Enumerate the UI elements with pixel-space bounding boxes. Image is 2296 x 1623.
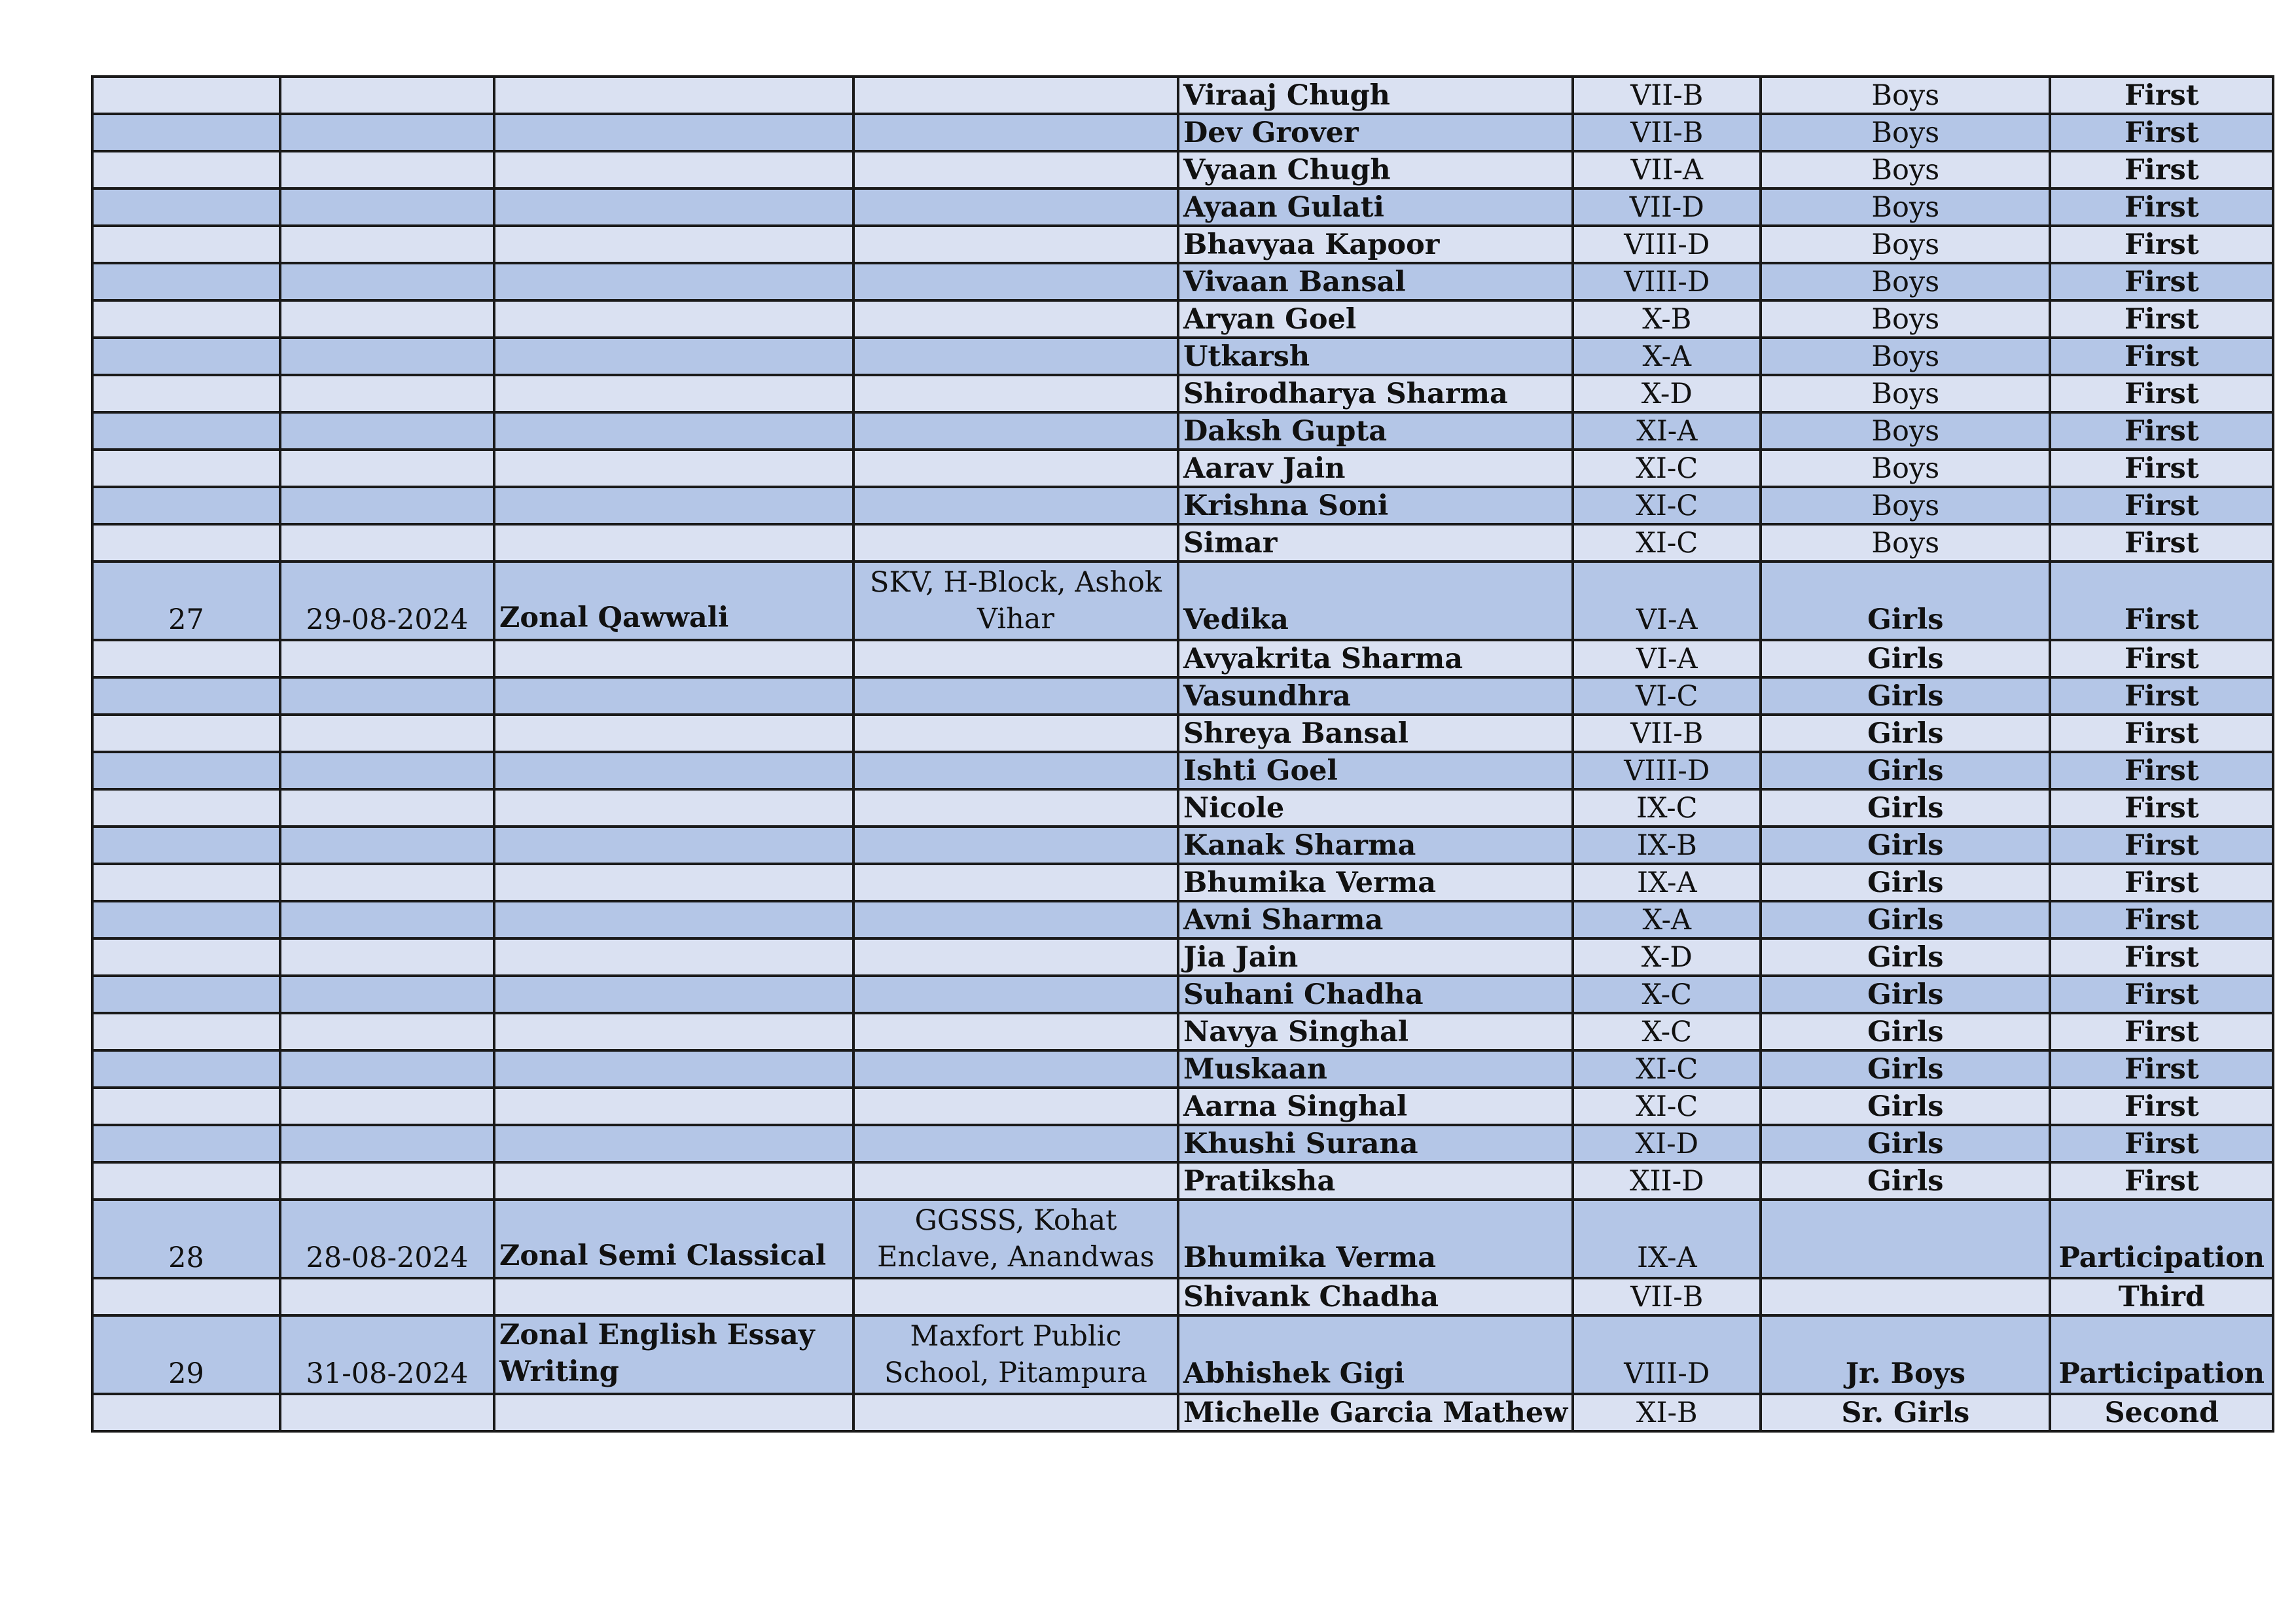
category-cell: Sr. Girls: [1761, 1394, 2050, 1431]
event-cell: [494, 715, 853, 752]
serial-number-cell: [92, 976, 280, 1013]
result-cell: First: [2050, 864, 2273, 901]
table-row: [92, 77, 2273, 114]
venue-cell: [853, 412, 1178, 450]
serial-number-cell: 29: [92, 1315, 280, 1394]
result-cell: First: [2050, 827, 2273, 864]
category-cell: Boys: [1761, 77, 2050, 114]
class-cell: IX-A: [1573, 864, 1761, 901]
result-cell: Third: [2050, 1278, 2273, 1315]
venue-cell: [853, 114, 1178, 151]
table-row: [92, 827, 2273, 864]
category-cell: Boys: [1761, 151, 2050, 188]
result-cell: First: [2050, 188, 2273, 226]
table-row: [92, 151, 2273, 188]
student-name-cell: Shivank Chadha: [1178, 1278, 1573, 1315]
venue-cell: [853, 1125, 1178, 1162]
event-cell: [494, 188, 853, 226]
event-cell: [494, 1050, 853, 1088]
table-row: [92, 1278, 2273, 1315]
class-cell: X-D: [1573, 938, 1761, 976]
class-cell: XI-C: [1573, 487, 1761, 524]
date-cell: 29-08-2024: [280, 562, 494, 640]
class-cell: VIII-D: [1573, 226, 1761, 263]
date-cell: [280, 300, 494, 338]
student-name-cell: Kanak Sharma: [1178, 827, 1573, 864]
venue-cell: [853, 263, 1178, 300]
serial-number-cell: [92, 1050, 280, 1088]
venue-cell: [853, 300, 1178, 338]
table-row: [92, 1088, 2273, 1125]
serial-number-cell: [92, 1162, 280, 1200]
venue-cell: [853, 1088, 1178, 1125]
result-cell: First: [2050, 375, 2273, 412]
class-cell: VI-A: [1573, 562, 1761, 640]
venue-cell: [853, 1162, 1178, 1200]
venue-cell: GGSSS, Kohat Enclave, Anandwas: [853, 1200, 1178, 1278]
category-cell: Jr. Boys: [1761, 1315, 2050, 1394]
venue-cell: [853, 789, 1178, 827]
date-cell: [280, 487, 494, 524]
category-cell: Boys: [1761, 338, 2050, 375]
table-row: [92, 375, 2273, 412]
event-cell: [494, 1125, 853, 1162]
table-row: [92, 300, 2273, 338]
result-cell: First: [2050, 976, 2273, 1013]
event-cell: [494, 114, 853, 151]
student-name-cell: Viraaj Chugh: [1178, 77, 1573, 114]
table-row: [92, 263, 2273, 300]
class-cell: XI-C: [1573, 1088, 1761, 1125]
category-cell: Girls: [1761, 1088, 2050, 1125]
serial-number-cell: [92, 263, 280, 300]
venue-cell: [853, 827, 1178, 864]
date-cell: [280, 188, 494, 226]
event-cell: [494, 752, 853, 789]
serial-number-cell: [92, 1088, 280, 1125]
student-name-cell: Pratiksha: [1178, 1162, 1573, 1200]
result-cell: First: [2050, 715, 2273, 752]
date-cell: [280, 789, 494, 827]
serial-number-cell: [92, 938, 280, 976]
result-cell: First: [2050, 151, 2273, 188]
class-cell: VII-D: [1573, 188, 1761, 226]
date-cell: [280, 1162, 494, 1200]
venue-cell: [853, 1394, 1178, 1431]
student-name-cell: Navya Singhal: [1178, 1013, 1573, 1050]
student-name-cell: Dev Grover: [1178, 114, 1573, 151]
date-cell: [280, 263, 494, 300]
table-row: [92, 677, 2273, 715]
category-cell: Boys: [1761, 375, 2050, 412]
student-name-cell: Aarav Jain: [1178, 450, 1573, 487]
venue-cell: Maxfort Public School, Pitampura: [853, 1315, 1178, 1394]
venue-cell: [853, 487, 1178, 524]
serial-number-cell: [92, 1394, 280, 1431]
date-cell: [280, 1394, 494, 1431]
class-cell: XI-C: [1573, 450, 1761, 487]
student-name-cell: Michelle Garcia Mathew: [1178, 1394, 1573, 1431]
student-name-cell: Nicole: [1178, 789, 1573, 827]
student-name-cell: Aryan Goel: [1178, 300, 1573, 338]
date-cell: [280, 1050, 494, 1088]
event-cell: [494, 412, 853, 450]
category-cell: Girls: [1761, 1013, 2050, 1050]
student-name-cell: Ishti Goel: [1178, 752, 1573, 789]
class-cell: VII-B: [1573, 1278, 1761, 1315]
student-name-cell: Shirodharya Sharma: [1178, 375, 1573, 412]
category-cell: Girls: [1761, 1162, 2050, 1200]
venue-cell: [853, 188, 1178, 226]
student-name-cell: Ayaan Gulati: [1178, 188, 1573, 226]
event-cell: [494, 1088, 853, 1125]
result-cell: First: [2050, 524, 2273, 562]
event-cell: [494, 226, 853, 263]
student-name-cell: Abhishek Gigi: [1178, 1315, 1573, 1394]
event-cell: [494, 789, 853, 827]
event-cell: [494, 151, 853, 188]
date-cell: [280, 715, 494, 752]
category-cell: Boys: [1761, 524, 2050, 562]
category-cell: Girls: [1761, 938, 2050, 976]
date-cell: [280, 375, 494, 412]
category-cell: Girls: [1761, 827, 2050, 864]
event-cell: [494, 375, 853, 412]
result-cell: First: [2050, 300, 2273, 338]
class-cell: X-B: [1573, 300, 1761, 338]
student-name-cell: Bhumika Verma: [1178, 1200, 1573, 1278]
category-cell: Girls: [1761, 1050, 2050, 1088]
class-cell: XI-D: [1573, 1125, 1761, 1162]
student-name-cell: Shreya Bansal: [1178, 715, 1573, 752]
result-cell: First: [2050, 77, 2273, 114]
table-row: [92, 1394, 2273, 1431]
student-name-cell: Vasundhra: [1178, 677, 1573, 715]
venue-cell: [853, 1278, 1178, 1315]
category-cell: Boys: [1761, 188, 2050, 226]
table-row: [92, 1200, 2273, 1278]
class-cell: VII-B: [1573, 715, 1761, 752]
date-cell: 31-08-2024: [280, 1315, 494, 1394]
table-row: [92, 524, 2273, 562]
category-cell: Boys: [1761, 450, 2050, 487]
date-cell: [280, 864, 494, 901]
date-cell: [280, 752, 494, 789]
class-cell: VII-B: [1573, 114, 1761, 151]
class-cell: VII-B: [1573, 77, 1761, 114]
student-name-cell: Muskaan: [1178, 1050, 1573, 1088]
date-cell: [280, 976, 494, 1013]
student-name-cell: Vyaan Chugh: [1178, 151, 1573, 188]
class-cell: X-D: [1573, 375, 1761, 412]
serial-number-cell: [92, 524, 280, 562]
category-cell: Girls: [1761, 715, 2050, 752]
table-row: [92, 1315, 2273, 1394]
serial-number-cell: [92, 715, 280, 752]
category-cell: Girls: [1761, 752, 2050, 789]
category-cell: Girls: [1761, 562, 2050, 640]
date-cell: [280, 677, 494, 715]
event-cell: [494, 300, 853, 338]
student-name-cell: Suhani Chadha: [1178, 976, 1573, 1013]
date-cell: [280, 1088, 494, 1125]
class-cell: X-A: [1573, 901, 1761, 938]
venue-cell: [853, 338, 1178, 375]
class-cell: XI-C: [1573, 1050, 1761, 1088]
class-cell: XI-A: [1573, 412, 1761, 450]
date-cell: [280, 827, 494, 864]
venue-cell: [853, 226, 1178, 263]
venue-cell: [853, 151, 1178, 188]
venue-cell: [853, 77, 1178, 114]
result-cell: First: [2050, 450, 2273, 487]
event-cell: [494, 864, 853, 901]
event-cell: [494, 77, 853, 114]
category-cell: Girls: [1761, 640, 2050, 677]
table-row: [92, 1013, 2273, 1050]
venue-cell: [853, 976, 1178, 1013]
class-cell: VIII-D: [1573, 263, 1761, 300]
date-cell: [280, 1278, 494, 1315]
result-cell: First: [2050, 677, 2273, 715]
table-row: [92, 976, 2273, 1013]
result-cell: First: [2050, 487, 2273, 524]
event-cell: [494, 338, 853, 375]
table-row: [92, 901, 2273, 938]
serial-number-cell: [92, 300, 280, 338]
result-cell: First: [2050, 1088, 2273, 1125]
serial-number-cell: [92, 789, 280, 827]
category-cell: [1761, 1278, 2050, 1315]
table-row: [92, 640, 2273, 677]
class-cell: X-C: [1573, 1013, 1761, 1050]
event-cell: [494, 938, 853, 976]
serial-number-cell: [92, 114, 280, 151]
serial-number-cell: [92, 338, 280, 375]
date-cell: [280, 450, 494, 487]
category-cell: [1761, 1200, 2050, 1278]
student-name-cell: Bhavyaa Kapoor: [1178, 226, 1573, 263]
class-cell: XI-C: [1573, 524, 1761, 562]
class-cell: IX-C: [1573, 789, 1761, 827]
category-cell: Girls: [1761, 864, 2050, 901]
date-cell: [280, 338, 494, 375]
date-cell: [280, 151, 494, 188]
student-name-cell: Aarna Singhal: [1178, 1088, 1573, 1125]
date-cell: [280, 524, 494, 562]
event-cell: [494, 1278, 853, 1315]
event-cell: [494, 827, 853, 864]
venue-cell: [853, 1013, 1178, 1050]
event-cell: [494, 1162, 853, 1200]
result-cell: First: [2050, 1050, 2273, 1088]
serial-number-cell: [92, 375, 280, 412]
venue-cell: [853, 901, 1178, 938]
venue-cell: [853, 640, 1178, 677]
table-row: [92, 188, 2273, 226]
serial-number-cell: [92, 640, 280, 677]
event-cell: [494, 524, 853, 562]
result-cell: First: [2050, 901, 2273, 938]
serial-number-cell: [92, 487, 280, 524]
category-cell: Girls: [1761, 677, 2050, 715]
result-cell: First: [2050, 263, 2273, 300]
event-cell: [494, 901, 853, 938]
event-cell: [494, 450, 853, 487]
serial-number-cell: 27: [92, 562, 280, 640]
class-cell: VIII-D: [1573, 1315, 1761, 1394]
event-cell: Zonal Qawwali: [494, 562, 853, 640]
result-cell: First: [2050, 789, 2273, 827]
serial-number-cell: [92, 1278, 280, 1315]
serial-number-cell: [92, 1125, 280, 1162]
venue-cell: [853, 524, 1178, 562]
student-name-cell: Simar: [1178, 524, 1573, 562]
venue-cell: [853, 864, 1178, 901]
serial-number-cell: [92, 77, 280, 114]
student-name-cell: Daksh Gupta: [1178, 412, 1573, 450]
event-cell: Zonal English Essay Writing: [494, 1315, 853, 1394]
serial-number-cell: [92, 188, 280, 226]
table-row: [92, 938, 2273, 976]
table-row: [92, 412, 2273, 450]
category-cell: Boys: [1761, 300, 2050, 338]
event-cell: [494, 677, 853, 715]
result-cell: First: [2050, 338, 2273, 375]
table-row: [92, 562, 2273, 640]
table-row: [92, 1050, 2273, 1088]
student-name-cell: Vivaan Bansal: [1178, 263, 1573, 300]
table-row: [92, 1162, 2273, 1200]
class-cell: XII-D: [1573, 1162, 1761, 1200]
serial-number-cell: [92, 450, 280, 487]
date-cell: [280, 1013, 494, 1050]
venue-cell: SKV, H-Block, Ashok Vihar: [853, 562, 1178, 640]
result-cell: Second: [2050, 1394, 2273, 1431]
date-cell: [280, 114, 494, 151]
class-cell: XI-B: [1573, 1394, 1761, 1431]
student-name-cell: Jia Jain: [1178, 938, 1573, 976]
table-row: [92, 789, 2273, 827]
date-cell: [280, 901, 494, 938]
class-cell: IX-B: [1573, 827, 1761, 864]
serial-number-cell: [92, 151, 280, 188]
table-row: [92, 338, 2273, 375]
result-cell: First: [2050, 412, 2273, 450]
serial-number-cell: [92, 412, 280, 450]
class-cell: VI-A: [1573, 640, 1761, 677]
venue-cell: [853, 1050, 1178, 1088]
result-cell: Participation: [2050, 1315, 2273, 1394]
venue-cell: [853, 752, 1178, 789]
event-cell: [494, 263, 853, 300]
serial-number-cell: [92, 827, 280, 864]
table-row: [92, 752, 2273, 789]
date-cell: [280, 77, 494, 114]
results-table: [91, 75, 2274, 1433]
category-cell: Girls: [1761, 1125, 2050, 1162]
category-cell: Boys: [1761, 412, 2050, 450]
student-name-cell: Bhumika Verma: [1178, 864, 1573, 901]
date-cell: [280, 640, 494, 677]
venue-cell: [853, 677, 1178, 715]
event-cell: [494, 487, 853, 524]
class-cell: VI-C: [1573, 677, 1761, 715]
serial-number-cell: [92, 864, 280, 901]
table-row: [92, 715, 2273, 752]
class-cell: IX-A: [1573, 1200, 1761, 1278]
date-cell: [280, 938, 494, 976]
table-row: [92, 487, 2273, 524]
category-cell: Girls: [1761, 901, 2050, 938]
category-cell: Boys: [1761, 114, 2050, 151]
student-name-cell: Utkarsh: [1178, 338, 1573, 375]
serial-number-cell: [92, 677, 280, 715]
table-row: [92, 114, 2273, 151]
table-row: [92, 1125, 2273, 1162]
serial-number-cell: [92, 226, 280, 263]
result-cell: First: [2050, 1162, 2273, 1200]
category-cell: Boys: [1761, 226, 2050, 263]
result-cell: First: [2050, 1013, 2273, 1050]
table-row: [92, 226, 2273, 263]
result-cell: Participation: [2050, 1200, 2273, 1278]
results-table-body: [92, 77, 2273, 1431]
student-name-cell: Vedika: [1178, 562, 1573, 640]
event-cell: [494, 1394, 853, 1431]
class-cell: X-A: [1573, 338, 1761, 375]
category-cell: Boys: [1761, 487, 2050, 524]
result-cell: First: [2050, 752, 2273, 789]
result-cell: First: [2050, 562, 2273, 640]
class-cell: VIII-D: [1573, 752, 1761, 789]
venue-cell: [853, 375, 1178, 412]
result-cell: First: [2050, 226, 2273, 263]
result-cell: First: [2050, 938, 2273, 976]
event-cell: Zonal Semi Classical: [494, 1200, 853, 1278]
student-name-cell: Avni Sharma: [1178, 901, 1573, 938]
serial-number-cell: [92, 901, 280, 938]
serial-number-cell: 28: [92, 1200, 280, 1278]
category-cell: Boys: [1761, 263, 2050, 300]
category-cell: Girls: [1761, 976, 2050, 1013]
class-cell: VII-A: [1573, 151, 1761, 188]
venue-cell: [853, 715, 1178, 752]
result-cell: First: [2050, 1125, 2273, 1162]
event-cell: [494, 976, 853, 1013]
category-cell: Girls: [1761, 789, 2050, 827]
event-cell: [494, 1013, 853, 1050]
date-cell: 28-08-2024: [280, 1200, 494, 1278]
student-name-cell: Krishna Soni: [1178, 487, 1573, 524]
serial-number-cell: [92, 1013, 280, 1050]
date-cell: [280, 412, 494, 450]
event-cell: [494, 640, 853, 677]
result-cell: First: [2050, 114, 2273, 151]
class-cell: X-C: [1573, 976, 1761, 1013]
venue-cell: [853, 938, 1178, 976]
table-row: [92, 450, 2273, 487]
serial-number-cell: [92, 752, 280, 789]
table-row: [92, 864, 2273, 901]
date-cell: [280, 1125, 494, 1162]
venue-cell: [853, 450, 1178, 487]
student-name-cell: Avyakrita Sharma: [1178, 640, 1573, 677]
student-name-cell: Khushi Surana: [1178, 1125, 1573, 1162]
date-cell: [280, 226, 494, 263]
result-cell: First: [2050, 640, 2273, 677]
